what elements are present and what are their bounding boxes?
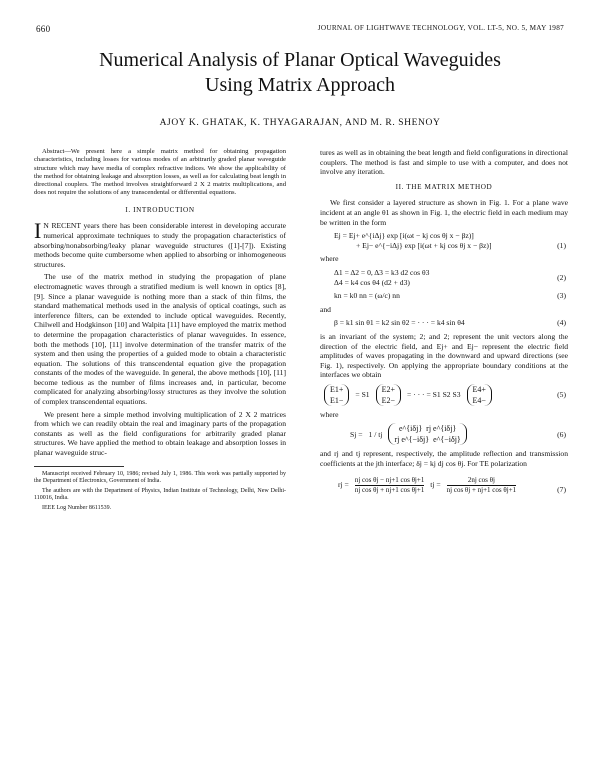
- equation-3-body: kn = k0 nn = (ω/c) nn: [334, 291, 400, 301]
- equation-7-r-lhs: rj =: [338, 480, 349, 490]
- footnote-manuscript: Manuscript received February 10, 1986; revised July 1, 1986. This work was partially supported by the Department of Electronics, Government of India.: [34, 470, 286, 485]
- equation-5-number: (5): [557, 390, 566, 400]
- vector-e1: [324, 384, 349, 406]
- equation-5: [320, 384, 568, 406]
- journal-citation: JOURNAL OF LIGHTWAVE TECHNOLOGY, VOL. LT-5, NO. 5, MAY 1987: [317, 24, 564, 32]
- and-label: and: [320, 304, 331, 314]
- footnote-rule: [34, 466, 124, 467]
- footnote-affiliation: The authors are with the Department of Physics, Indian Institute of Technology, Delhi, New Delhi-110016, India.: [34, 487, 286, 502]
- equation-6-lhs: Sj =: [350, 429, 363, 439]
- equation-7-t-lhs: tj =: [430, 480, 441, 490]
- matrix-s-21: rj e^{−iδj}: [394, 435, 430, 445]
- vector-e4-plus: E4+: [472, 384, 486, 394]
- equation-6: [320, 423, 568, 445]
- equation-7-transmission: [426, 476, 516, 495]
- equation-2-number: (2): [557, 272, 566, 282]
- right-paragraph-continued: tures as well as in obtaining the beat length and field configurations in directional couplers. The method is fast and simple to use with a computer, and does not involve any iteration.: [320, 148, 568, 177]
- intro-paragraph-2: The use of the matrix method in studying the propagation of plane electromagnetic waves through a stratified medium is well known in optics [8], [9]. Since a planar waveguide is nothing more than a stack of thin films, the standard mathematical methods used in the analysis of optical coatings, such as interference filters, can be extended to include optical waveguides. Recently, Chilwell and Hodgkinson [10] and Walpita [11] have employed the matrix method to determine the propagation characteristics of planar waveguides. In essence, both the methods [10], [11] involve determination of the transfer matrix of the system and then using the properties of a guided mode to obtain a characteristic equation. The solutions of this transcendental equation give the propagation constants of the modes of the waveguide. In general, the above methods [10], [11] become tedious as the number of films increases and, in particular, become complicated for analyzing absorbing/lossy structures as they involve the solution of complex transcendental equations.: [34, 272, 286, 407]
- intro-paragraph-3: We present here a simple method involving multiplication of 2 X 2 matrices from which we can readily obtain the real and imaginary parts of the propagation constants as well as the field configurations for arbitrarily graded planar structures. We have applied the method to obtain leakage and absorption losses in planar waveguide struc-: [34, 409, 286, 458]
- author-list: AJOY K. GHATAK, K. THYAGARAJAN, AND M. R. SHENOY: [159, 118, 441, 128]
- intro-paragraph-1: [34, 218, 286, 269]
- equation-5-s1: = S1: [355, 390, 370, 400]
- equation-2-line-1: Δ1 = Δ2 = 0, Δ3 = k3 d2 cos θ3: [334, 267, 430, 277]
- paper-title: [40, 48, 560, 98]
- vector-e4-minus: E4−: [472, 395, 486, 405]
- right-column: [320, 148, 568, 499]
- equation-7-r-numerator: nj cos θj − nj+1 cos θj+1: [354, 475, 425, 484]
- vector-e1-plus: E1+: [330, 384, 344, 394]
- section-heading-introduction: I. INTRODUCTION: [125, 205, 195, 214]
- equation-1-line-1: Ej = Ej+ e^{iΔj} exp [i(ωt − kj cos θj x − βz)]: [334, 231, 474, 241]
- equation-2-line-2: Δ4 = k4 cos θ4 (d2 + d3): [334, 277, 410, 287]
- footnote-ieee-log: IEEE Log Number 8611539.: [42, 505, 112, 511]
- equation-4: [320, 318, 568, 328]
- section-heading-matrix-method: II. THE MATRIX METHOD: [395, 182, 493, 191]
- equation-2: [320, 268, 568, 287]
- equation-6-number: (6): [557, 429, 566, 439]
- left-column: [34, 148, 286, 515]
- intro-paragraph-1-text: N RECENT years there has been considerable interest in developing accurate numerical approximate techniques to study the propagation characteristics of absorbing/nonabsorbing/leaky planar waveguide structures ([1]-[7]). Existing methods become quite cumbersome when applied to absorbing or inhomogeneous structures.: [34, 221, 286, 269]
- title-line-1: Numerical Analysis of Planar Optical Waveguides: [99, 49, 501, 71]
- equation-7-reflection: [334, 476, 424, 495]
- vector-e2-minus: E2−: [381, 395, 396, 405]
- equation-7-t-denominator: nj cos θj + nj+1 cos θj+1: [446, 485, 517, 494]
- vector-e2-plus: E2+: [381, 384, 396, 394]
- matrix-s-11: e^{iδj}: [398, 424, 423, 434]
- page-number: 660: [36, 24, 51, 34]
- equation-5-product: = · · · = S1 S2 S3: [407, 390, 461, 400]
- where-label-2: where: [320, 409, 339, 419]
- equation-3-number: (3): [557, 291, 566, 301]
- vector-e1-minus: E1−: [330, 395, 344, 405]
- matrix-s-12: rj e^{iδj}: [426, 424, 457, 434]
- equation-6-fraction: 1 / tj: [368, 429, 383, 439]
- equation-4-number: (4): [557, 318, 566, 328]
- matrix-paragraph-1: We first consider a layered structure as shown in Fig. 1. For a plane wave incident at an angle θ1 as shown in Fig. 1, the electric field in each medium may be written in the form: [320, 198, 568, 227]
- equation-1: [320, 231, 568, 250]
- equation-7-r-denominator: nj cos θj + nj+1 cos θj+1: [354, 485, 425, 494]
- matrix-s: [388, 423, 466, 445]
- equation-1-number: (1): [557, 240, 566, 250]
- drop-cap: I: [34, 218, 42, 244]
- vector-e2: [376, 384, 401, 406]
- abstract: Abstract—We present here a simple matrix method for obtaining propagation characteristics, including losses for various modes of an arbitrarily graded planar waveguide structure which may have media of complex refractive indices. We show the applicability of the method for obtaining leakage and absorption losses, as well as for calculating beat length in directional couplers. The method involves straightforward 2 X 2 matrix multiplications, and does not require the solutions of any transcendental or differential equations.: [34, 148, 286, 197]
- matrix-paragraph-3: and rj and tj represent, respectively, the amplitude reflection and transmission coefficients at the jth interface; δj = kj dj cos θj. For TE polarization: [320, 449, 568, 469]
- equation-1-line-2: + Ej− e^{−iΔj} exp [i(ωt + kj cos θj x − βz)]: [356, 240, 492, 250]
- where-label-1: where: [320, 254, 339, 264]
- vector-e4: [467, 384, 492, 406]
- equation-3: [320, 291, 568, 301]
- title-line-2: Using Matrix Approach: [205, 74, 395, 96]
- equation-7: [320, 473, 568, 495]
- equation-7-t-numerator: 2nj cos θj: [447, 476, 517, 486]
- matrix-paragraph-2: is an invariant of the system; 2; and 2; represent the unit vectors along the direction of the electric field, and Ej+ and Ej− represent the electric field amplitudes of waves propagating in the downward and upward directions (see Fig. 1), respectively. On applying the appropriate boundary conditions at the interfaces we obtain: [320, 331, 568, 380]
- matrix-s-22: e^{−iδj}: [433, 435, 461, 445]
- equation-7-number: (7): [557, 485, 566, 495]
- equation-4-body: β = k1 sin θ1 = k2 sin θ2 = · · · = k4 sin θ4: [334, 318, 465, 328]
